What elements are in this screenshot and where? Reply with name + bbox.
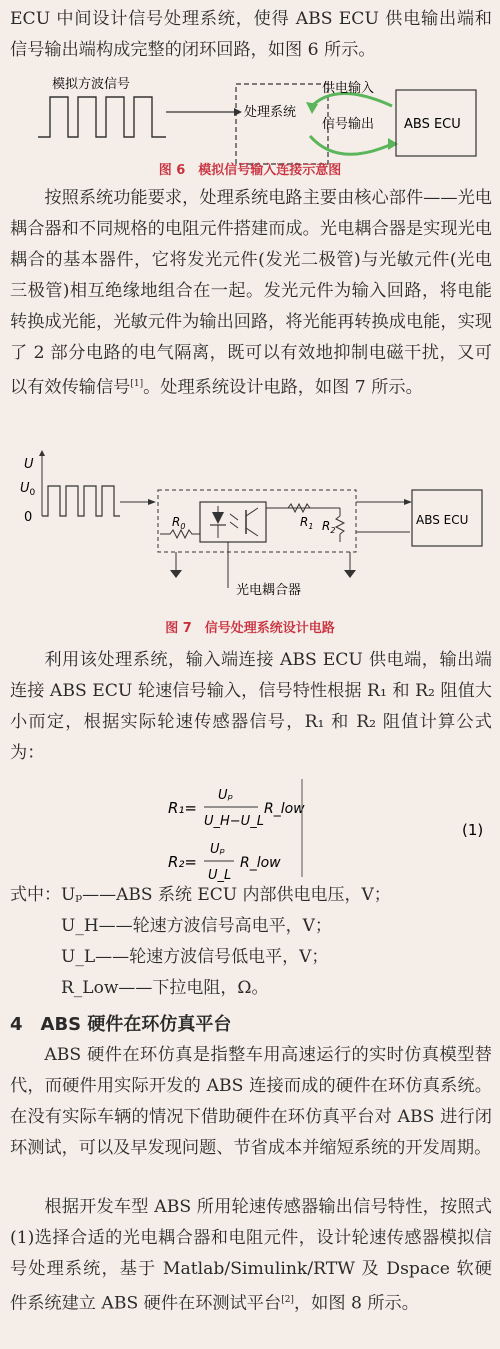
fig6-signal-label: 信号输出	[322, 117, 375, 132]
figure-7-circuit	[0, 450, 500, 610]
fig7-r2-resistor	[336, 516, 344, 534]
intro-paragraph: ECU 中间设计信号处理系统，使得 ABS ECU 供电输出端和信号输出端构成完整的闭环回路，如图 6 所示。	[10, 9, 492, 60]
system-paragraph-text: 按照系统功能要求，处理系统电路主要由核心部件——光电耦合器和不同规格的电阻元件搭建而成。光电耦合器是实现光电耦合的基本器件，它将发光元件(发光二极管)与光敏元件(光电三极管)相互绝缘地组合在一起。发光元件为输入回路，将电能转换成光能，光敏元件为输出回路，将光能再转换成电能，实现了 2 部分电路的电气隔离，既可以有效地抑制电磁干扰，又可以有效传输信号	[10, 188, 492, 398]
usage-paragraph: 利用该处理系统，输入端连接 ABS ECU 供电端，输出端连接 ABS ECU 轮速信号输入，信号特性根据 R₁ 和 R₂ 阻值大小而定，根据实际轮速传感器信号，R₁ 和 R₂ 阻值计算公式为：	[10, 650, 492, 763]
eq-r1-tail: R_low	[264, 801, 305, 817]
hil-paragraph-2-ref: [2]	[281, 1295, 294, 1305]
fig7-r2-label: $R_2$	[322, 519, 336, 535]
fig7-square-wave	[42, 486, 120, 516]
hil-paragraph-2-text: 根据开发车型 ABS 所用轮速传感器输出信号特性，按照式(1)选择合适的光电耦合器和电阻元件，设计轮速传感器模拟信号处理系统，基于 Matlab/Simulink/RTW 及 Dspace 软硬件系统建立 ABS 硬件在环测试平台	[10, 1197, 492, 1314]
figure-6-caption: 图 6 模拟信号输入连接示意图	[158, 163, 342, 178]
fig7-y-axis-arrow	[39, 450, 45, 456]
eq-number: (1)	[462, 821, 484, 839]
fig6-input-label: 模拟方波信号	[52, 77, 131, 92]
fig7-transistor-emitter	[246, 528, 258, 536]
eq-r2-lhs: R₂=	[168, 853, 198, 871]
system-paragraph-ref: [1]	[130, 379, 144, 389]
fig7-axis-u0: $U_0$	[20, 481, 36, 498]
section-4-heading: 4 ABS 硬件在环仿真平台	[10, 1014, 232, 1035]
fig7-led-symbol	[212, 512, 224, 524]
def-ul: U_L——轮速方波信号低电平，V；	[10, 947, 329, 967]
fig6-square-wave	[38, 97, 166, 137]
def-rlow: R_Low——下拉电阻，Ω。	[10, 978, 269, 998]
equation-block	[0, 773, 500, 883]
fig7-r0-label: $R_0$	[172, 515, 186, 531]
fig7-axis-zero: 0	[24, 510, 33, 525]
def-up: 式中：Uₚ——ABS 系统 ECU 内部供电电压，V；	[10, 885, 391, 905]
fig7-output-arrow	[404, 499, 412, 505]
hil-paragraph-2-tail: ，如图 8 所示。	[293, 1293, 419, 1314]
eq-r1-numerator: Uₚ	[218, 788, 234, 803]
fig6-supply-arrowhead	[306, 102, 318, 114]
fig7-light-arrow-1	[230, 514, 238, 520]
eq-r2-numerator: Uₚ	[210, 842, 226, 857]
eq-r1-lhs: R₁=	[168, 799, 198, 817]
equation-svg	[0, 773, 500, 883]
fig6-signal-arrow	[310, 136, 392, 154]
def-uh: U_H——轮速方波信号高电平，V；	[10, 916, 332, 936]
fig7-ecu-label: ABS ECU	[416, 513, 469, 527]
eq-r2-denominator: U_L	[208, 868, 232, 883]
fig7-axis-u: U	[24, 457, 34, 472]
symbol-definitions	[10, 880, 490, 1004]
hil-paragraph-2	[10, 1192, 492, 1320]
hil-paragraph-1: ABS 硬件在环仿真是指整车用高速运行的实时仿真模型替代，而硬件用实际开发的 ABS 连接而成的硬件在环仿真系统。在没有实际车辆的情况下借助硬件在环仿真平台对 ABS 进行闭环测试，可以及早发现问题、节省成本并缩短系统的开发周期。	[10, 1045, 492, 1158]
fig7-ground-left	[170, 570, 182, 578]
fig7-transistor-collector	[246, 508, 258, 516]
fig7-light-arrow-2	[230, 522, 238, 528]
eq-r2-tail: R_low	[240, 855, 281, 871]
fig6-process-label: 处理系统	[244, 105, 297, 120]
fig7-r1-label: $R_1$	[300, 515, 314, 531]
fig6-input-arrow	[234, 108, 242, 116]
eq-r1-denominator: U_H−U_L	[204, 814, 264, 829]
fig7-ground-right	[344, 570, 356, 578]
fig7-coupler-box	[200, 502, 266, 542]
figure-7-caption: 图 7 信号处理系统设计电路	[165, 621, 335, 636]
fig7-coupler-label: 光电耦合器	[236, 583, 302, 598]
fig6-process-box	[236, 84, 328, 164]
system-paragraph	[10, 183, 492, 404]
fig7-r0-resistor	[160, 530, 200, 538]
fig6-ecu-label: ABS ECU	[404, 117, 461, 132]
system-paragraph-tail: 。处理系统设计电路，如图 7 所示。	[143, 377, 423, 398]
fig6-supply-label: 供电输入	[322, 81, 375, 96]
fig7-input-arrow	[148, 499, 156, 505]
